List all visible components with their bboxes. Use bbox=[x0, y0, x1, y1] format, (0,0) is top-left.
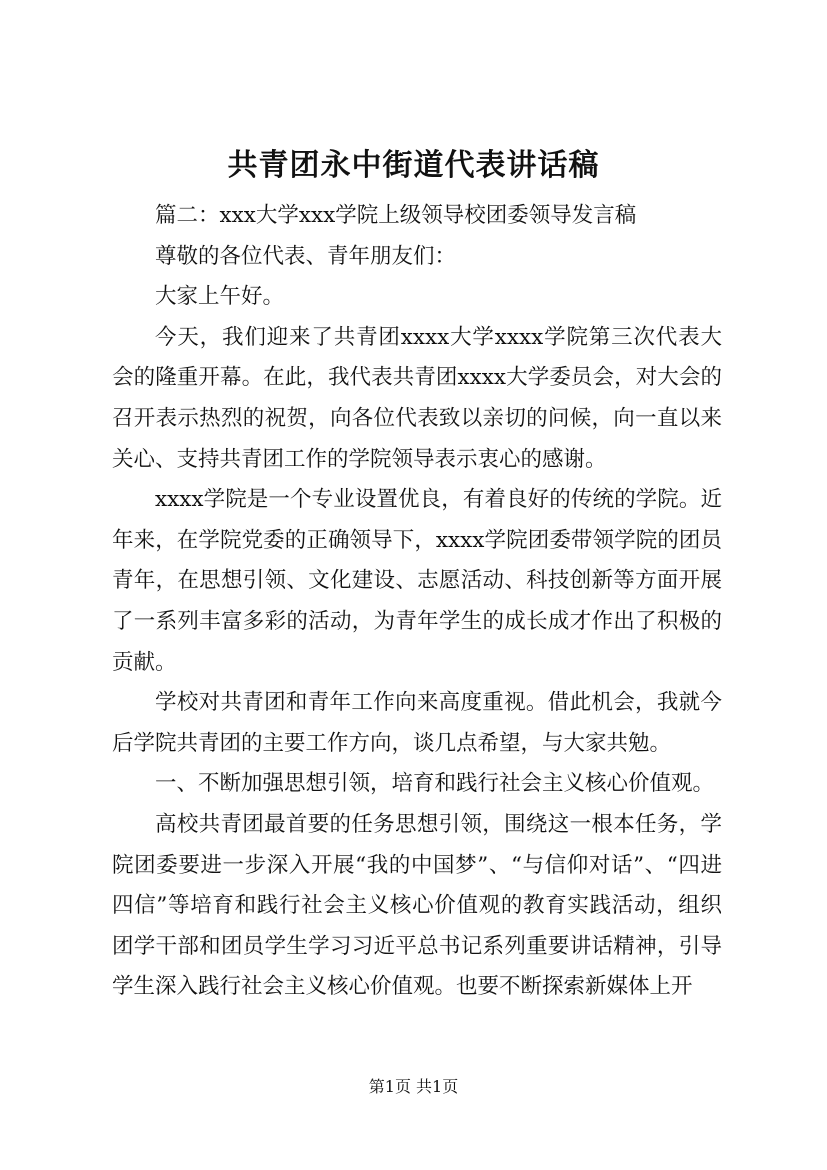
paragraph-college-intro: xxxx学院是一个专业设置优良，有着良好的传统的学院。近年来，在学院党委的正确领导下，xxxx学院团委带领学院的团员青年，在思想引领、文化建设、志愿活动、科技创新等方面开展了一系列丰富多彩的活动，为青年学生的成长成才作出了积极的贡献。 bbox=[112, 487, 722, 675]
document-title: 共青团永中街道代表讲话稿 bbox=[227, 148, 600, 183]
paragraph-section-one-heading: 一、不断加强思想引领，培育和践行社会主义核心价值观。 bbox=[155, 771, 715, 797]
paragraph-salutation: 尊敬的各位代表、青年朋友们： bbox=[155, 243, 457, 269]
paragraph-section-one-body: 高校共青团最首要的任务思想引领，围绕这一根本任务，学院团委要进一步深入开展“我的中国梦”、“与信仰对话”、“四进四信”等培育和践行社会主义核心价值观的教育实践活动，组织团学干部和团员学生学习习近平总书记系列重要讲话精神，引导学生深入践行社会主义核心价值观。也要不断探索新媒体上开 bbox=[112, 811, 722, 1000]
page-footer: 第1页 共1页 bbox=[368, 1077, 459, 1096]
document-body bbox=[112, 196, 722, 1008]
paragraph-expectations: 学校对共青团和青年工作向来高度重视。借此机会，我就今后学院共青团的主要工作方向，谈几点希望，与大家共勉。 bbox=[112, 690, 722, 756]
paragraph-subtitle: 篇二：xxx大学xxx学院上级领导校团委领导发言稿 bbox=[155, 203, 637, 228]
paragraph-opening: 今天，我们迎来了共青团xxxx大学xxxx学院第三次代表大会的隆重开幕。在此，我代表共青团xxxx大学委员会，对大会的召开表示热烈的祝贺，向各位代表致以亲切的问候，向一直以来关心、支持共青团工作的学院领导表示衷心的感谢。 bbox=[112, 324, 722, 472]
paragraph-greeting: 大家上午好。 bbox=[155, 284, 285, 310]
